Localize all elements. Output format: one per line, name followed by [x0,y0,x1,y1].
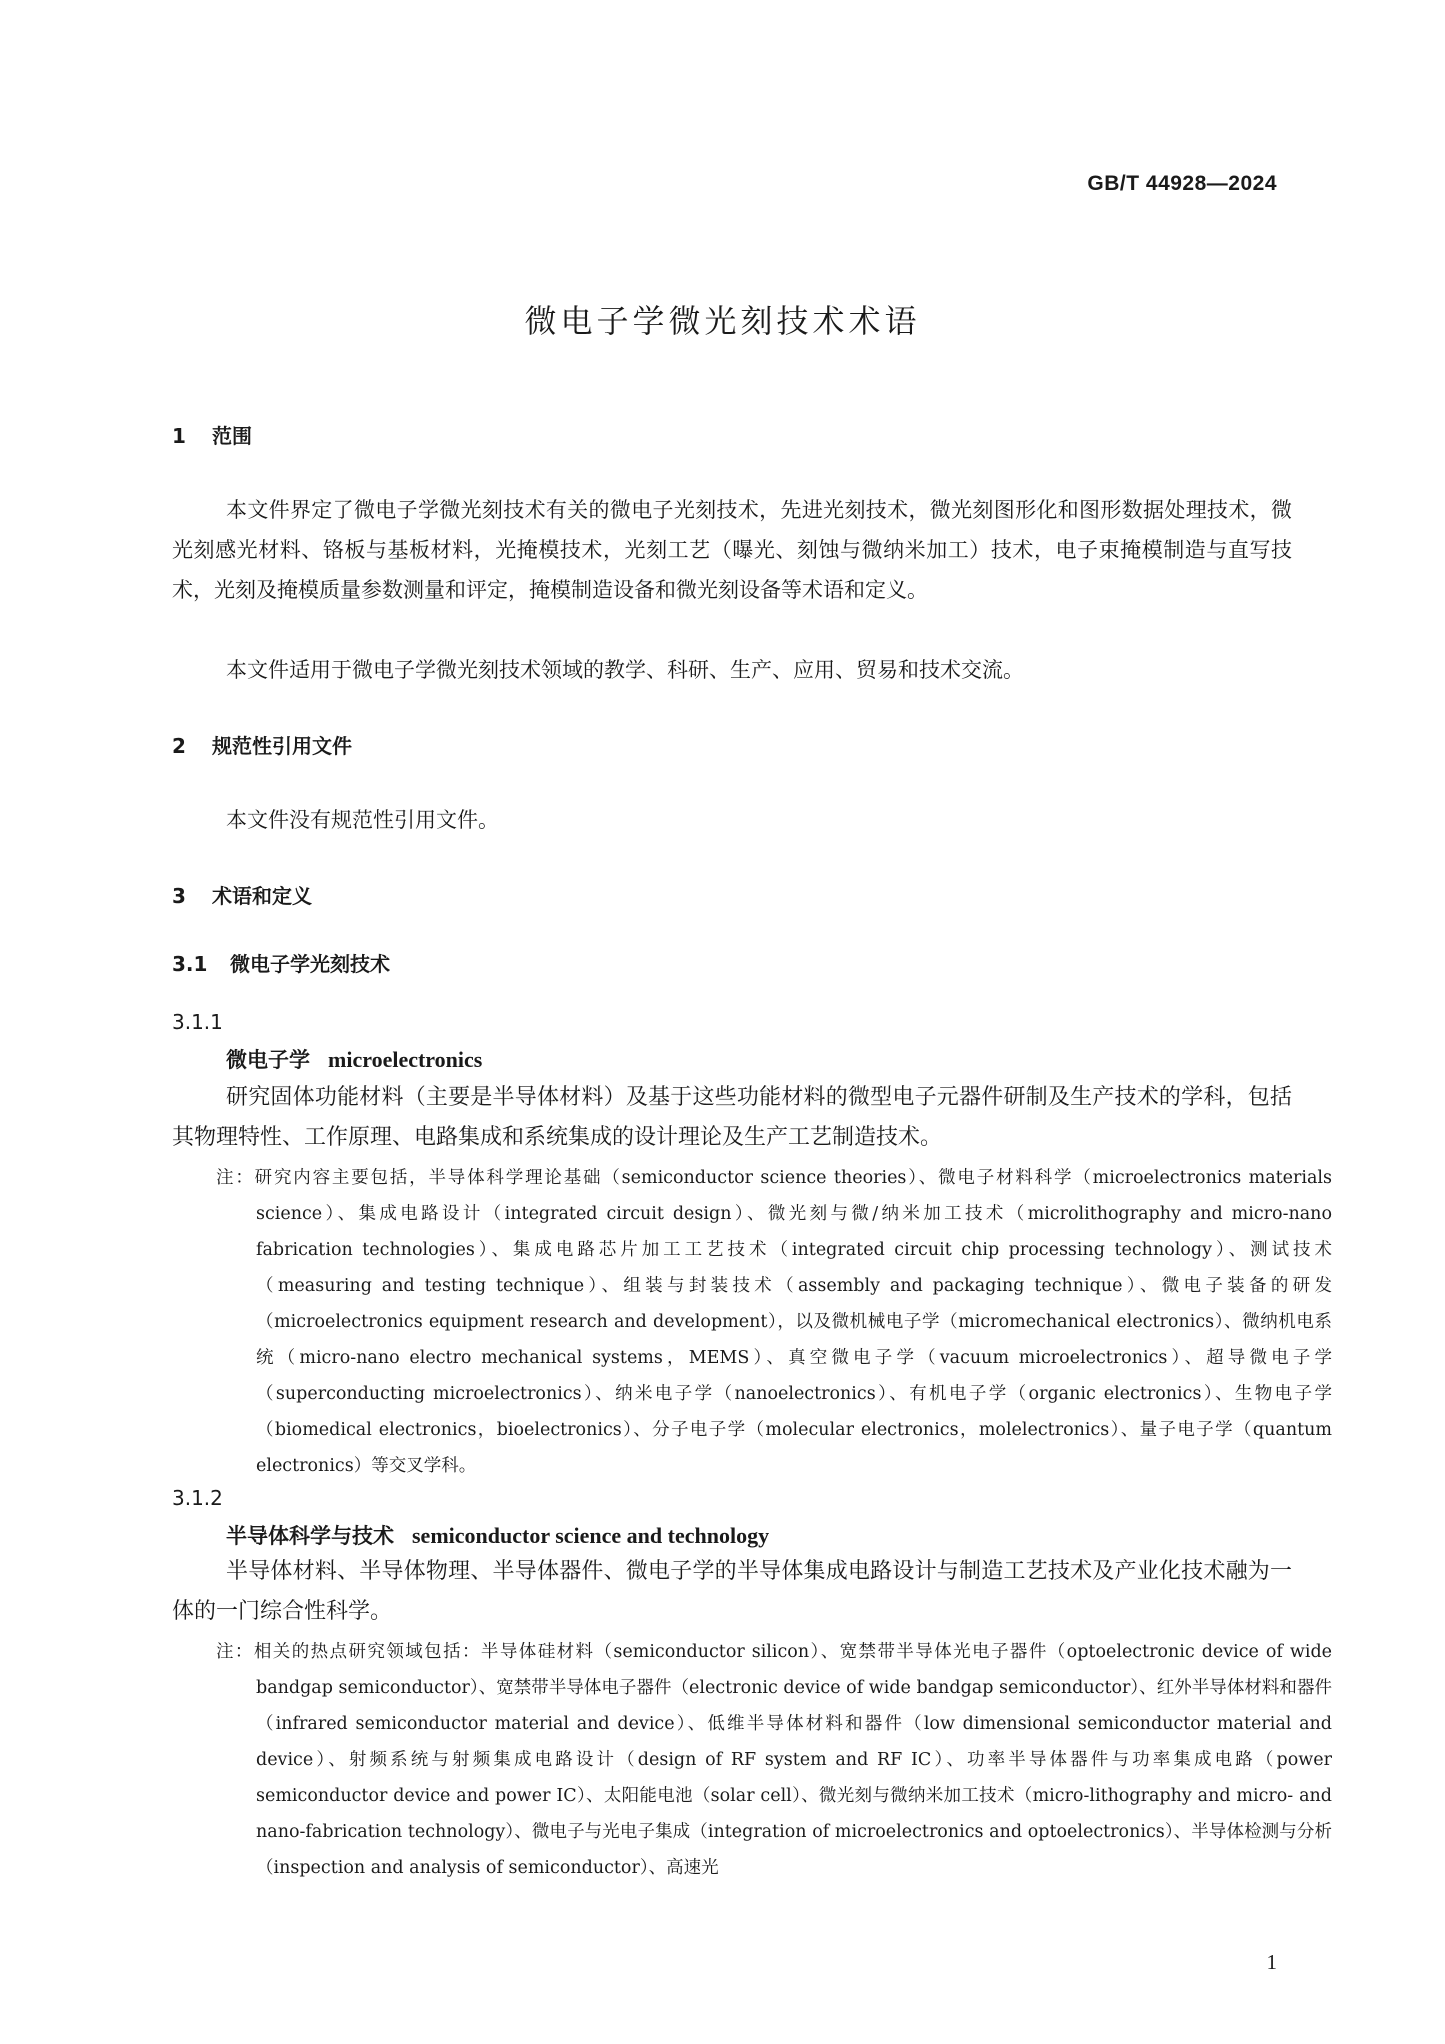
section-3-heading [172,880,312,909]
section-2-heading [172,730,352,759]
section-title: 范围 [212,424,252,448]
term-3-1-2-definition: 半导体材料、半导体物理、半导体器件、微电子学的半导体集成电路设计与制造工艺技术及产业化技术融为一体的一门综合性科学。 [172,1559,1292,1624]
document-title: 微电子学微光刻技术术语 [524,302,921,340]
term-3-1-1 [226,1044,482,1074]
term-zh: 半导体科学与技术 [226,1524,394,1548]
standard-code: GB/T 44928—2024 [1087,172,1277,195]
section-number: 3 [172,884,186,908]
scope-paragraph-1: 本文件界定了微电子学微光刻技术有关的微电子光刻技术，先进光刻技术，微光刻图形化和图形数据处理技术，微光刻感光材料、铬板与基板材料，光掩模技术，光刻工艺（曝光、刻蚀与微纳米加工）技术，电子束掩模制造与直写技术，光刻及掩模质量参数测量和评定，掩模制造设备和微光刻设备等术语和定义。 [172,498,1292,602]
term-en: semiconductor science and technology [412,1523,770,1548]
note-label: 注： [216,1168,255,1188]
section-number: 2 [172,734,186,758]
term-3-1-2 [226,1520,769,1550]
term-3-1-1-note [216,1160,1332,1484]
page-number: 1 [1266,1950,1277,1974]
note-text: 相关的热点研究领域包括：半导体硅材料（semiconductor silicon）、宽禁带半导体光电子器件（optoelectronic device of wide bandgap semiconductor）、宽禁带半导体电子器件（electronic device of wide bandgap semiconductor）、红外半导体材料和器件（infrared semiconductor material and device）、低维半导体材料和器件（low dimensional semiconductor material and device）、射频系统与射频集成电路设计（design of RF system and RF IC）、功率半导体器件与功率集成电路（power semiconductor device and power IC）、太阳能电池（solar cell）、微光刻与微纳米加工技术（micro-lithography and micro- and nano-fabrication technology）、微电子与光电子集成（integration of microelectronics and optoelectronics）、半导体检测与分析（inspection and analysis of semiconductor）、高速光 [253,1642,1333,1878]
subsection-number: 3.1 [172,952,208,976]
term-zh: 微电子学 [226,1048,310,1072]
section-title: 规范性引用文件 [212,734,352,758]
subsection-3-1-heading [172,948,390,977]
section-title: 术语和定义 [212,884,312,908]
term-number-3-1-1: 3.1.1 [172,1010,223,1034]
term-3-1-2-note [216,1634,1332,1886]
section-1-heading [172,420,252,449]
term-en: microelectronics [328,1047,483,1072]
normative-references-paragraph: 本文件没有规范性引用文件。 [226,808,499,832]
section-number: 1 [172,424,186,448]
scope-paragraph-2: 本文件适用于微电子学微光刻技术领域的教学、科研、生产、应用、贸易和技术交流。 [226,658,1024,682]
term-3-1-1-definition: 研究固体功能材料（主要是半导体材料）及基于这些功能材料的微型电子元器件研制及生产技术的学科，包括其物理特性、工作原理、电路集成和系统集成的设计理论及生产工艺制造技术。 [172,1085,1292,1150]
note-label: 注： [216,1642,254,1662]
subsection-title: 微电子学光刻技术 [230,952,390,976]
note-text: 研究内容主要包括，半导体科学理论基础（semiconductor science theories）、微电子材料科学（microelectronics materials science）、集成电路设计（integrated circuit design）、微光刻与微/纳米加工技术（microlithography and micro-nano fabrication technologies）、集成电路芯片加工工艺技术（integrated circuit chip processing technology）、测试技术（measuring and testing technique）、组装与封装技术（assembly and packaging technique）、微电子装备的研发（microelectronics equipment research and development），以及微机械电子学（micromechanical electronics）、微纳机电系统（micro-nano electro mechanical systems，MEMS）、真空微电子学（vacuum microelectronics）、超导微电子学（superconducting microelectronics）、纳米电子学（nanoelectronics）、有机电子学（organic electronics）、生物电子学（biomedical electronics，bioelectronics）、分子电子学（molecular electronics，molelectronics）、量子电子学（quantum electronics）等交叉学科。 [254,1168,1333,1476]
term-number-3-1-2: 3.1.2 [172,1486,223,1510]
